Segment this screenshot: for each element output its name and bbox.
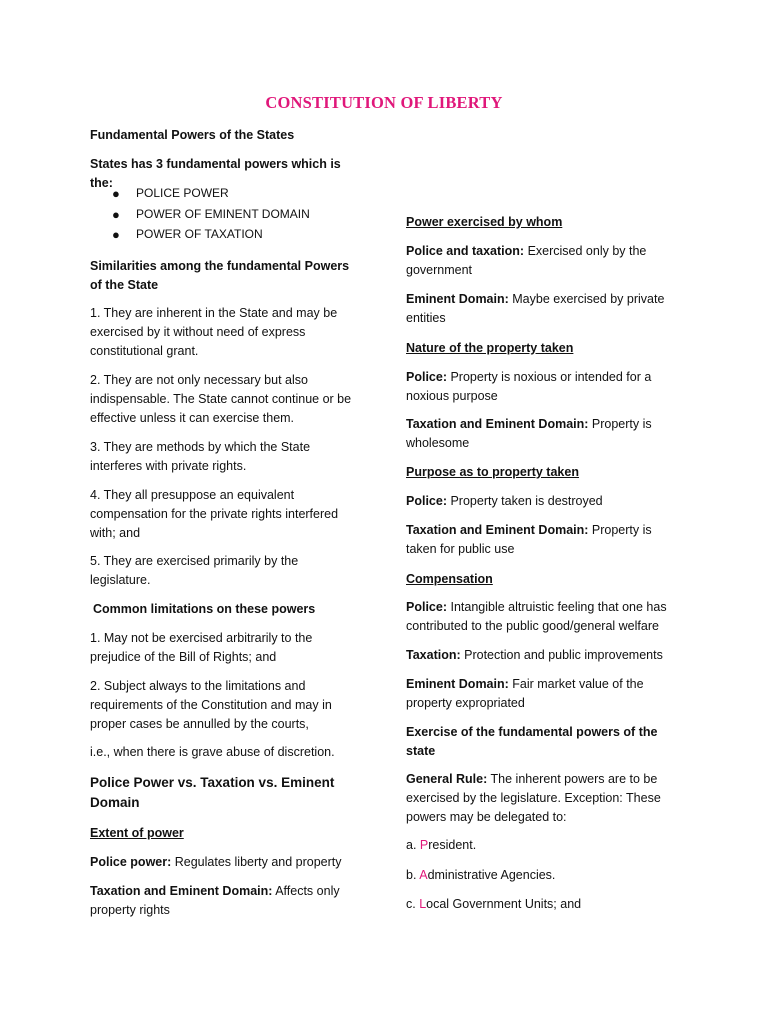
bullet-icon: ● <box>112 227 120 242</box>
similarity-item-2: 2. They are not only necessary but also indispensable. The State cannot continue or be effective unless it can exercise them. <box>90 373 352 425</box>
section-heading-limitations: Common limitations on these powers <box>93 602 316 616</box>
extent-taxation-eminent-domain: Taxation and Eminent Domain: Affects only property rights <box>90 884 340 917</box>
section-heading-fundamental-powers: Fundamental Powers of the States <box>90 128 295 142</box>
section-heading-similarities: Similarities among the fundamental Powers of the State <box>90 259 350 292</box>
compensation-police: Police: Intangible altruistic feeling that one has contributed to the public good/general welfare <box>406 600 667 633</box>
general-rule: General Rule: The inherent powers are to be exercised by the legislature. Exception: These powers may be delegated to: <box>406 772 661 824</box>
subheading-purpose-of-property: Purpose as to property taken <box>406 465 579 479</box>
delegate-item-administrative-agencies: b. Administrative Agencies. <box>406 868 556 882</box>
delegate-item-local-government-units: c. Local Government Units; and <box>406 897 582 911</box>
document-title: CONSTITUTION OF LIBERTY <box>265 93 503 112</box>
list-item: ● POWER OF TAXATION <box>112 227 263 242</box>
whom-police-taxation: Police and taxation: Exercised only by the government <box>406 244 647 277</box>
section-heading-exercise: Exercise of the fundamental powers of the state <box>406 725 658 758</box>
subheading-exercised-by-whom: Power exercised by whom <box>406 215 563 229</box>
extent-police-power: Police power: Regulates liberty and property <box>90 855 342 869</box>
limitation-item-1: 1. May not be exercised arbitrarily to the prejudice of the Bill of Rights; and <box>90 631 313 664</box>
similarity-item-3: 3. They are methods by which the State interferes with private rights. <box>90 440 311 473</box>
subheading-nature-of-property: Nature of the property taken <box>406 341 574 355</box>
nature-police: Police: Property is noxious or intended for a noxious purpose <box>406 370 652 403</box>
whom-eminent-domain: Eminent Domain: Maybe exercised by private entities <box>406 292 665 325</box>
compensation-taxation: Taxation: Protection and public improvements <box>406 648 663 662</box>
delegate-item-president: a. President. <box>406 838 477 852</box>
bullet-icon: ● <box>112 206 120 222</box>
compensation-eminent-domain: Eminent Domain: Fair market value of the property expropriated <box>406 677 644 710</box>
purpose-taxation-eminent-domain: Taxation and Eminent Domain: Property is taken for public use <box>406 523 652 556</box>
subheading-compensation: Compensation <box>406 572 493 586</box>
bullet-icon: ● <box>112 186 120 201</box>
list-item: ● POLICE POWER <box>112 186 229 201</box>
list-item: ● POWER OF EMINENT DOMAIN <box>112 206 310 222</box>
similarity-item-1: 1. They are inherent in the State and may be exercised by it without need of express constitutional grant. <box>90 306 338 358</box>
powers-bullet-list <box>90 184 362 246</box>
intro-line: States has 3 fundamental powers which is the: <box>90 157 341 190</box>
similarity-item-5: 5. They are exercised primarily by the legislature. <box>90 554 299 587</box>
limitation-item-2: 2. Subject always to the limitations and requirements of the Constitution and may in proper cases be annulled by the courts, <box>90 679 332 731</box>
limitation-item-3: i.e., when there is grave abuse of discretion. <box>90 745 335 759</box>
subheading-extent-of-power: Extent of power <box>90 826 184 840</box>
nature-taxation-eminent-domain: Taxation and Eminent Domain: Property is wholesome <box>406 417 652 450</box>
similarity-item-4: 4. They all presuppose an equivalent compensation for the private rights interfered with; and <box>90 488 339 540</box>
purpose-police: Police: Property taken is destroyed <box>406 494 603 508</box>
section-heading-comparison: Police Power vs. Taxation vs. Eminent Domain <box>90 775 335 810</box>
